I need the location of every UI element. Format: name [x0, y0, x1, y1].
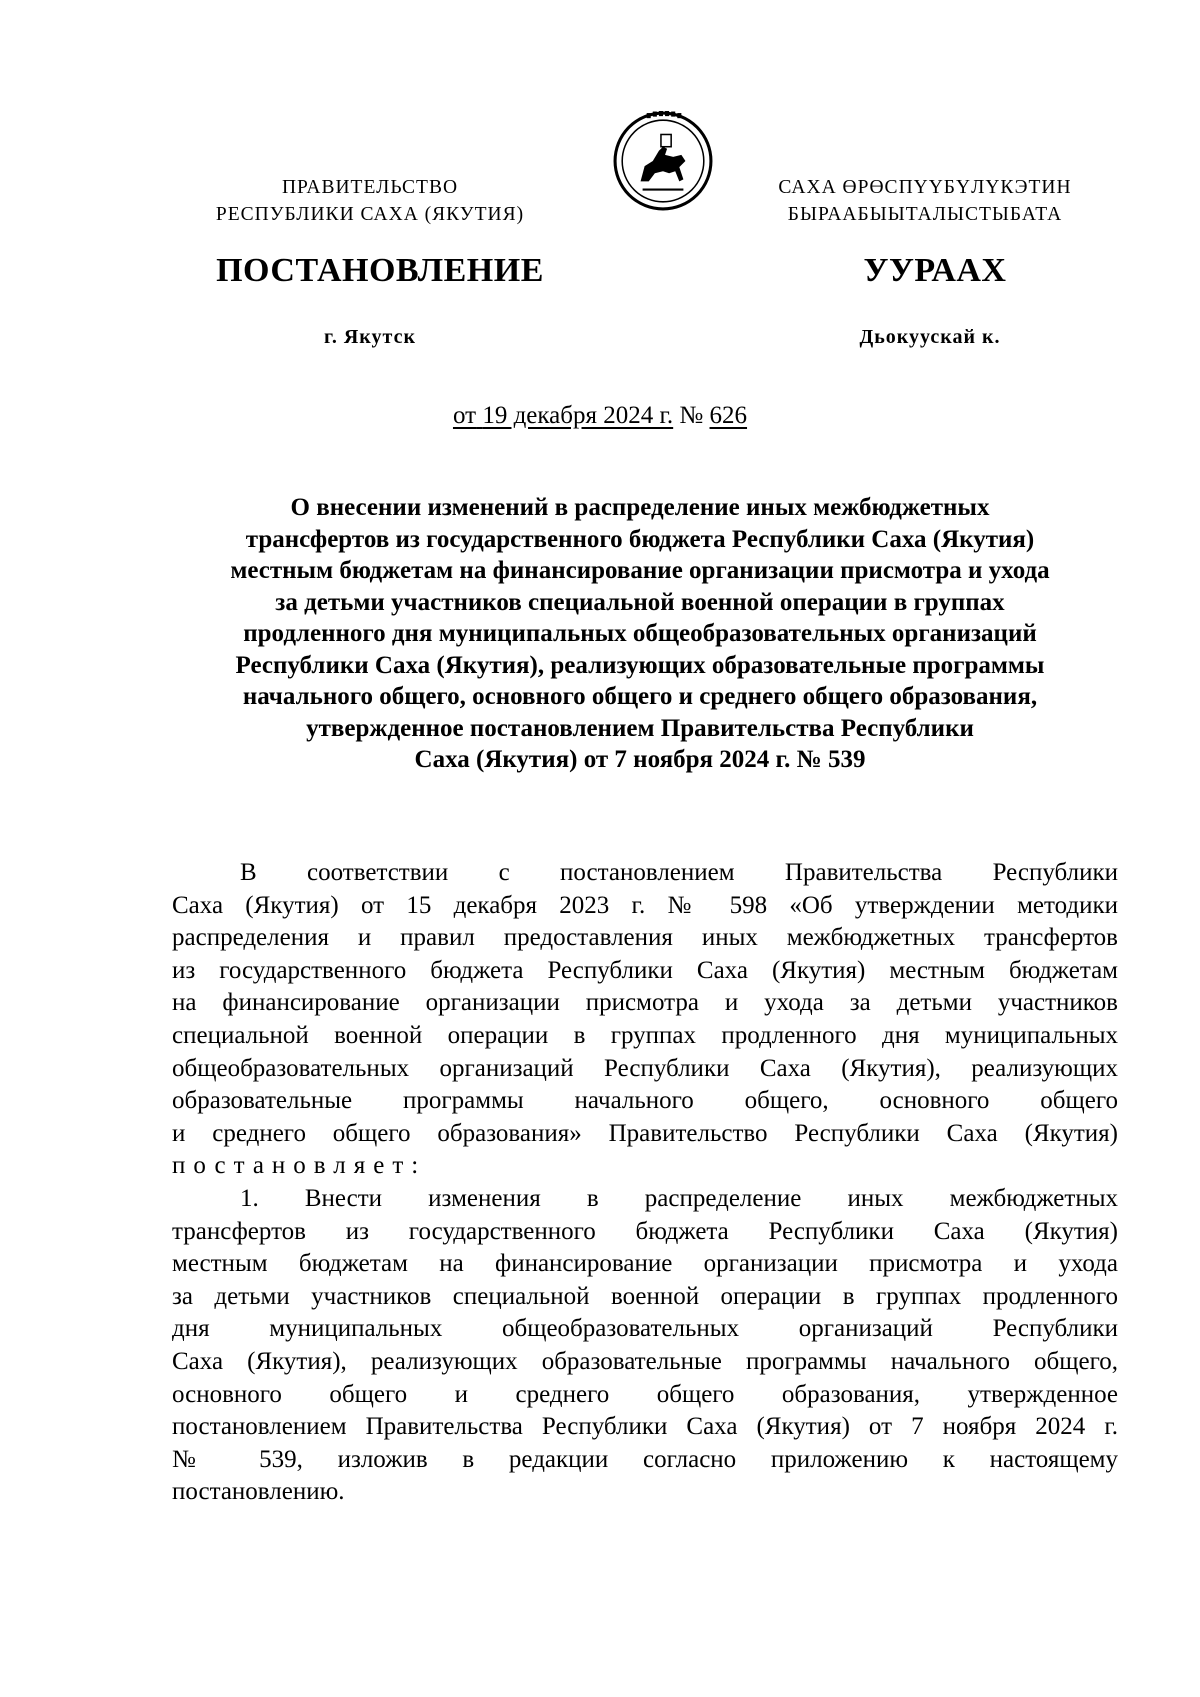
body-line: из государственного бюджета Республики Саха (Якутия) местным бюджетам	[172, 956, 1118, 984]
body-line: распределения и правил предоставления иных межбюджетных трансфертов	[172, 924, 1118, 952]
body-line: основного общего и среднего общего образования, утвержденное	[172, 1380, 1118, 1408]
subject-line: Саха (Якутия) от 7 ноября 2024 г. № 539	[414, 746, 866, 773]
body-line: на финансирование организации присмотра и ухода за детьми участников	[172, 989, 1118, 1017]
city-name: г. Якутск	[324, 326, 416, 348]
body-line: постановлением Правительства Республики Саха (Якутия) от 7 ноября 2024 г.	[172, 1413, 1118, 1441]
number-sign: №	[679, 402, 704, 429]
body-line-decree-word: постановляет:	[172, 1152, 427, 1180]
subject-line: начального общего, основного общего и среднего общего образования,	[242, 683, 1038, 710]
subject-line: утвержденное постановлением Правительства Республики	[306, 714, 974, 742]
body-line: общеобразовательных организаций Республики Саха (Якутия), реализующих	[172, 1054, 1118, 1082]
document-date: 19 декабря 2024 г.	[482, 402, 674, 429]
body-line: и среднего общего образования» Правительство Республики Саха (Якутия)	[172, 1119, 1118, 1147]
body-line: дня муниципальных общеобразовательных организаций Республики	[172, 1315, 1118, 1343]
right-org-line-2: БЫРААБЫЫТАЛЫСТЫБАТА	[787, 204, 1063, 225]
left-org-line-1: ПРАВИТЕЛЬСТВО	[281, 177, 459, 198]
body-line: постановлению.	[172, 1478, 345, 1506]
left-org-line-2: РЕСПУБЛИКИ САХА (ЯКУТИЯ)	[215, 204, 525, 225]
subject-line: трансфертов из государственного бюджета Республики Саха (Якутия)	[245, 525, 1035, 553]
subject-line: за детьми участников специальной военной операции в группах	[275, 588, 1005, 616]
body-line: местным бюджетам на финансирование организации присмотра и ухода	[172, 1250, 1118, 1278]
body-line: трансфертов из государственного бюджета Республики Саха (Якутия)	[172, 1217, 1118, 1245]
document-dateline	[0, 402, 1200, 430]
body-line: Саха (Якутия) от 15 декабря 2023 г. № 598 «Об утверждении методики	[172, 891, 1118, 919]
date-prefix: от	[452, 402, 477, 429]
document-type-title-sakha: УУРААХ	[863, 252, 1007, 289]
subject-line: местным бюджетам на финансирование организации присмотра и ухода	[230, 557, 1050, 584]
right-organization-name	[745, 174, 1105, 228]
body-line: специальной военной операции в группах продленного дня муниципальных	[172, 1021, 1118, 1049]
body-line: Саха (Якутия), реализующих образовательные программы начального общего,	[172, 1347, 1118, 1375]
left-organization-name	[190, 174, 550, 228]
body-line: образовательные программы начального общего, основного общего	[172, 1087, 1118, 1115]
city-name-sakha: Дьокуускай к.	[859, 326, 1001, 348]
coat-of-arms-icon	[612, 110, 714, 212]
body-line: № 539, изложив в редакции согласно приложению к настоящему	[172, 1445, 1118, 1473]
document-body	[172, 857, 1118, 1509]
document-type-title: ПОСТАНОВЛЕНИЕ	[216, 252, 544, 289]
body-line: за детьми участников специальной военной операции в группах продленного	[172, 1282, 1118, 1310]
subject-line: Республики Саха (Якутия), реализующих образовательные программы	[235, 651, 1045, 679]
document-number: 626	[709, 402, 748, 429]
subject-line: продленного дня муниципальных общеобразовательных организаций	[243, 620, 1037, 647]
document-subject	[170, 492, 1110, 776]
body-line: В соответствии с постановлением Правительства Республики	[240, 859, 1118, 886]
right-org-line-1: САХА ӨРӨСПҮҮБҮЛҮКЭТИН	[778, 177, 1072, 198]
subject-line: О внесении изменений в распределение иных межбюджетных	[290, 494, 990, 521]
body-line: 1. Внести изменения в распределение иных межбюджетных	[240, 1184, 1118, 1212]
